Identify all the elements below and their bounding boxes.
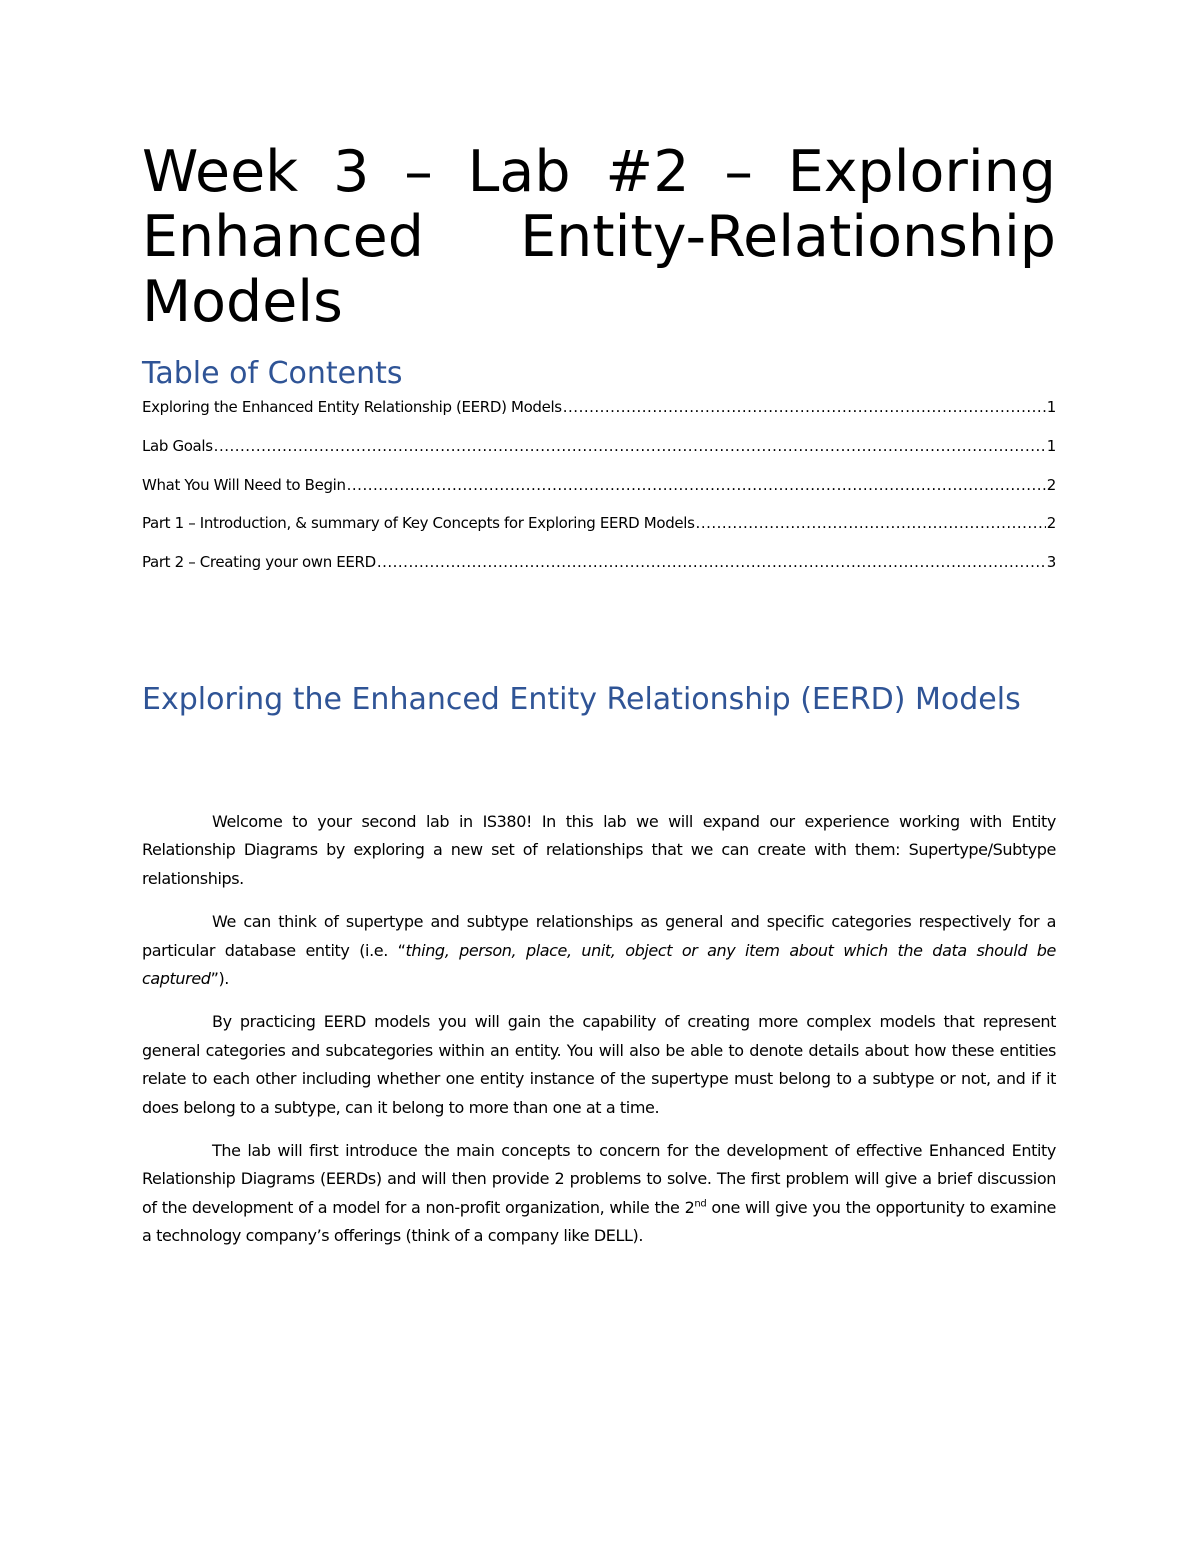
section-heading: Exploring the Enhanced Entity Relationship (EERD) Models (142, 682, 1021, 717)
toc-entry-page: 1 (1046, 436, 1056, 455)
paragraph-italic-text: thing, person, place, unit, object or any item about which the data should be captured (142, 940, 1056, 989)
toc-entry[interactable] (142, 514, 1056, 553)
toc-entry-label: Part 2 – Creating your own EERD (142, 553, 376, 572)
toc-leader-dots (377, 553, 1046, 571)
paragraph-text: The lab will first introduce the main concepts to concern for the development of effective Enhanced Entity Relationship Diagrams (EERDs) and will then provide 2 problems to solve. The first problem will give a brief discussion of the development of a model for a non-profit organization, while the 2 (142, 1141, 1056, 1217)
toc-entry-label: Part 1 – Introduction, & summary of Key Concepts for Exploring EERD Models (142, 514, 695, 533)
superscript: nd (694, 1198, 707, 1210)
paragraph-text: ”). (210, 969, 229, 989)
paragraph (142, 1137, 1056, 1251)
toc-leader-dots (214, 437, 1046, 455)
toc-entry-page: 2 (1046, 514, 1056, 533)
toc-entry-page: 1 (1046, 398, 1056, 416)
toc-entry-label: Lab Goals (142, 436, 213, 455)
toc-entry[interactable] (142, 476, 1056, 515)
toc-entry[interactable] (142, 553, 1056, 592)
toc-leader-dots (563, 398, 1046, 416)
table-of-contents (142, 398, 1056, 592)
document-title: Week 3 – Lab #2 – Exploring Enhanced Entity-Relationship Models (142, 139, 1056, 335)
toc-entry[interactable] (142, 437, 1056, 476)
toc-entry-label: Exploring the Enhanced Entity Relationship (EERD) Models (142, 398, 562, 416)
paragraph-text: We can think of supertype and subtype relationships as general and specific categories respectively for a particular database entity (i.e. “ (142, 912, 1056, 960)
toc-heading: Table of Contents (142, 356, 403, 391)
toc-entry[interactable] (142, 398, 1056, 437)
toc-entry-page: 2 (1046, 475, 1056, 494)
paragraph (142, 908, 1056, 993)
paragraph-text: one will give you the opportunity to examine a technology company’s offerings (think of a company like DELL). (142, 1197, 1056, 1246)
paragraph: By practicing EERD models you will gain the capability of creating more complex models that represent general categories and subcategories within an entity. You will also be able to denote details about how these entities relate to each other including whether one entity instance of the supertype must belong to a subtype or not, and if it does belong to a subtype, can it belong to more than one at a time. (142, 1012, 1056, 1117)
toc-entry-page: 3 (1046, 553, 1056, 572)
toc-entry-label: What You Will Need to Begin (142, 475, 346, 494)
body-text (142, 808, 1056, 1266)
paragraph: Welcome to your second lab in IS380! In this lab we will expand our experience working with Entity Relationship Diagrams by exploring a new set of relationships that we can create with them: Supertype/Subtype relationships. (142, 812, 1056, 888)
toc-leader-dots (347, 476, 1046, 494)
toc-leader-dots (696, 514, 1046, 532)
